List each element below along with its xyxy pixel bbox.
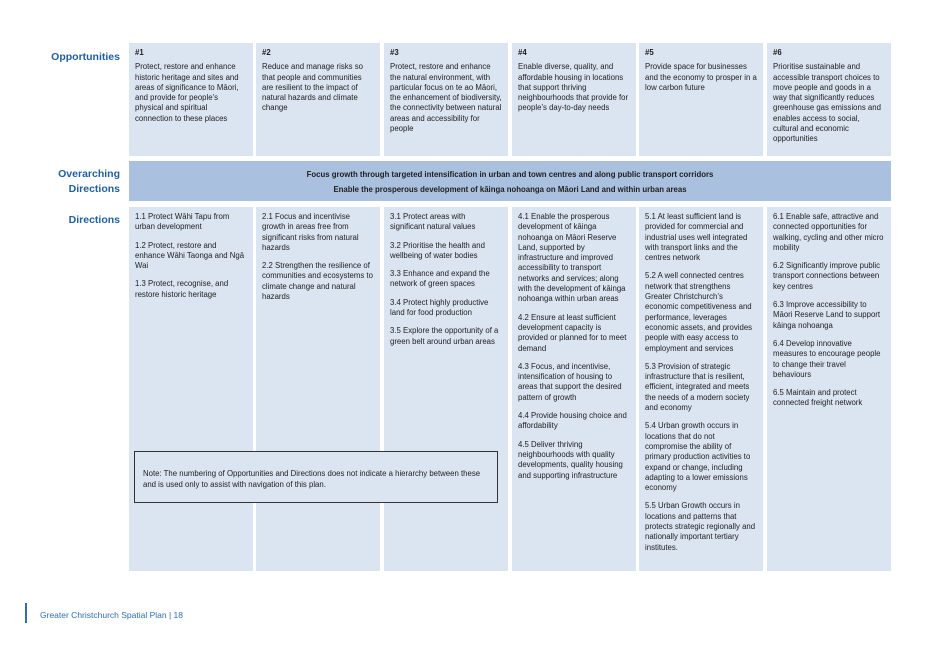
directions-label: Directions — [68, 214, 120, 226]
overarching-directions-label — [20, 167, 120, 197]
opportunity-text: Provide space for businesses and the economy to prosper in a low carbon future — [645, 62, 757, 92]
opportunity-1 — [129, 43, 253, 156]
opportunities-label: Opportunities — [51, 51, 120, 63]
overarching-label-line2: Directions — [68, 183, 120, 195]
direction-item: 2.1 Focus and incentivise growth in areas free from significant risks from natural hazards — [262, 212, 359, 252]
opportunity-4 — [512, 43, 636, 156]
direction-item: 6.4 Develop innovative measures to encourage people to change their travel behaviours — [773, 338, 881, 379]
direction-item: 4.4 Provide housing choice and affordability — [518, 411, 627, 431]
direction-item: 5.3 Provision of strategic infrastructure that is resilient, efficient, integrated and meets the needs of a modern society and economy — [645, 361, 750, 413]
directions-column-2 — [256, 207, 380, 571]
directions-column-1 — [129, 207, 253, 571]
overarching-label-line1: Overarching — [58, 168, 120, 180]
direction-item: 1.3 Protect, recognise, and restore historic heritage — [135, 279, 229, 299]
direction-item: 4.3 Focus, and incentivise, intensification of housing to areas that support the desired pattern of growth — [518, 361, 622, 402]
opportunity-number: #2 — [262, 48, 271, 57]
direction-item: 1.1 Protect Wāhi Tapu from urban development — [135, 212, 230, 232]
direction-item: 3.4 Protect highly productive land for food production — [390, 297, 489, 318]
direction-item: 3.1 Protect areas with significant natural values — [390, 212, 476, 232]
direction-item: 5.4 Urban growth occurs in locations that do not compromise the ability of primary production activities to expand or change, including adapting to a lower emissions economy — [645, 421, 751, 493]
opportunity-text: Reduce and manage risks so that people and communities are resilient to the impact of natural hazards and climate change — [262, 62, 363, 113]
direction-item: 5.2 A well connected centres network that strengthens Greater Christchurch’s economic competitiveness and performance, leverages economic assets, and provides people with easy access to employment and services — [645, 271, 753, 353]
directions-column-3 — [384, 207, 508, 571]
opportunity-number: #6 — [773, 48, 782, 57]
direction-item: 1.2 Protect, restore and enhance Wāhi Taonga and Ngā Wai — [135, 240, 245, 271]
directions-column-4 — [512, 207, 636, 571]
overarching-direction-2: Enable the prosperous development of kāinga nohoanga on Māori Land and within urban areas — [333, 185, 687, 194]
numbering-note: Note: The numbering of Opportunities and Directions does not indicate a hierarchy between these and is used only to assist with navigation of this plan. — [134, 451, 498, 503]
opportunity-text: Prioritise sustainable and accessible transport choices to move people and goods in a way that significantly reduces greenhouse gas emissions and enables access to social, cultural and economic opportunities — [773, 62, 881, 144]
direction-item: 6.1 Enable safe, attractive and connected opportunities for walking, cycling and other micro mobility — [773, 212, 884, 252]
opportunity-number: #4 — [518, 48, 527, 57]
opportunity-number: #3 — [390, 48, 399, 57]
page-footer: Greater Christchurch Spatial Plan | 18 — [40, 610, 183, 620]
direction-item: 6.5 Maintain and protect connected freight network — [773, 388, 863, 408]
direction-item: 4.5 Deliver thriving neighbourhoods with quality developments, quality housing and supporting infrastructure — [518, 439, 623, 480]
direction-item: 6.3 Improve accessibility to Māori Reserve Land to support kāinga nohoanga — [773, 300, 881, 330]
direction-item: 3.2 Prioritise the health and wellbeing of water bodies — [390, 240, 485, 260]
directions-column-6 — [767, 207, 891, 571]
opportunity-number: #5 — [645, 48, 654, 57]
direction-item: 4.2 Ensure at least sufficient development capacity is provided or planned for to meet demand — [518, 312, 627, 353]
direction-item: 5.5 Urban Growth occurs in locations and patterns that protects strategic regionally and nationally important tertiary institutes. — [645, 501, 756, 552]
opportunity-3 — [384, 43, 508, 156]
footer-accent-bar — [25, 603, 27, 623]
opportunity-2 — [256, 43, 380, 156]
opportunity-text: Protect, restore and enhance the natural environment, with particular focus on te ao Māori, the enhancement of biodiversity, the connectivity between natural areas and accessibility for people — [390, 62, 502, 134]
direction-item: 4.1 Enable the prosperous development of kāinga nohoanga on Māori Reserve Land, supported by infrastructure and improved accessibility to transport networks and services; along with the development of kāinga nohoanga within urban areas — [518, 212, 626, 304]
opportunity-number: #1 — [135, 48, 144, 57]
opportunity-6 — [767, 43, 891, 156]
opportunity-5 — [639, 43, 763, 156]
direction-item: 5.1 At least sufficient land is provided for commercial and industrial uses well integrated with transport links and the centres network — [645, 212, 748, 263]
directions-column-5 — [639, 207, 763, 571]
direction-item: 3.3 Enhance and expand the network of green spaces — [390, 269, 490, 289]
direction-item: 3.5 Explore the opportunity of a green belt around urban areas — [390, 326, 499, 346]
overarching-direction-1: Focus growth through targeted intensification in urban and town centres and along public transport corridors — [306, 170, 714, 179]
opportunity-text: Enable diverse, quality, and affordable housing in locations that support thriving neighbourhoods that provide for people’s day-to-day needs — [518, 62, 629, 113]
direction-item: 2.2 Strengthen the resilience of communities and ecosystems to climate change and natural hazards — [262, 261, 373, 302]
direction-item: 6.2 Significantly improve public transport connections between key centres — [773, 261, 881, 291]
overarching-directions-band — [129, 161, 891, 201]
opportunity-text: Protect, restore and enhance historic heritage and sites and areas of significance to Māori, and provide for people’s physical and spiritual connection to these places — [135, 62, 239, 123]
